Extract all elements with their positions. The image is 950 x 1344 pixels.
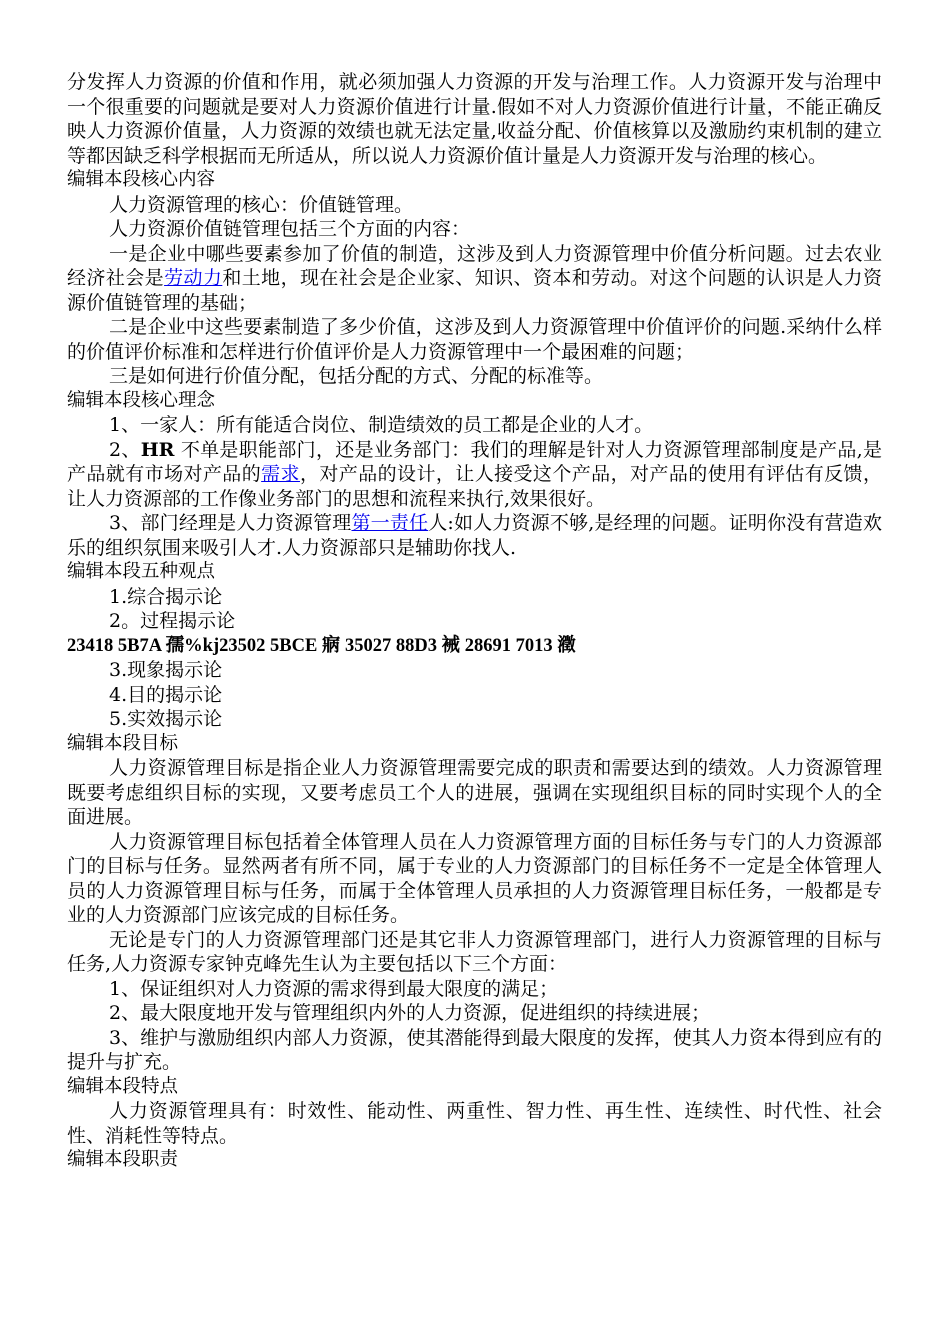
hr-term: HR xyxy=(140,438,175,461)
core-idea-item-1: 1、一家人：所有能适合岗位、制造绩效的员工都是企业的人才。 xyxy=(109,414,654,436)
goals-item-3: 3、维护与激励组织内部人力资源，使其潜能得到最大限度的发挥，使其人力资本得到应有的提升与扩充。 xyxy=(67,1026,882,1073)
five-views-item: 2。过程揭示论 xyxy=(109,610,236,632)
section-heading-goals: 编辑本段目标 xyxy=(67,732,179,754)
section-heading-duties: 编辑本段职责 xyxy=(67,1149,179,1170)
goals-item-1: 1、保证组织对人力资源的需求得到最大限度的满足； xyxy=(109,977,559,1000)
link-labor-force[interactable]: 劳动力 xyxy=(164,267,223,289)
goals-paragraph-2: 人力资源管理目标包括着全体管理人员在人力资源管理方面的目标任务与专门的人力资源部门的目标与任务。显然两者有所不同，属于专业的人力资源部门的目标任务不一定是全体管理人员的人力资源管理目标与任务，而属于全体管理人员承担的人力资源管理目标任务，一般都是专业的人力资源部门应该完成的目标任务。 xyxy=(67,830,882,926)
paragraph-text: 人:如人力资源不够,是经理的问题。证明你没有营造欢乐的组织氛围来吸引人才.人力资源部只是辅助你找人. xyxy=(67,512,882,559)
garbled-code-line: 23418 5B7A 孺%kj23502 5BCE 寎 35027 88D3 裓 28691 7013 瀓 xyxy=(67,635,576,656)
core-content-paragraph-5: 三是如何进行价值分配，包括分配的方式、分配的标准等。 xyxy=(109,365,604,387)
paragraph-text: 2、 xyxy=(109,438,141,461)
goals-item-2: 2、最大限度地开发与管理组织内外的人力资源，促进组织的持续进展； xyxy=(109,1002,711,1024)
five-views-item: 4.目的揭示论 xyxy=(109,683,223,706)
five-views-item: 1.综合揭示论 xyxy=(109,585,223,608)
features-paragraph: 人力资源管理具有：时效性、能动性、两重性、智力性、再生性、连续性、时代性、社会性、消耗性等特点。 xyxy=(67,1100,882,1147)
five-views-item: 3.现象揭示论 xyxy=(109,659,223,681)
section-heading-core-content: 编辑本段核心内容 xyxy=(67,169,216,190)
document-page xyxy=(67,70,882,1173)
core-content-paragraph-2: 人力资源价值链管理包括三个方面的内容： xyxy=(109,218,471,240)
section-heading-core-idea: 编辑本段核心理念 xyxy=(67,389,216,411)
paragraph-text: 和土地，现在社会是企业家、知识、资本和劳动。对这个问题的认识是人力资源价值链管理的基础； xyxy=(67,267,882,314)
paragraph-text: 3、部门经理是人力资源管理 xyxy=(109,512,352,534)
core-idea-item-2 xyxy=(67,438,882,512)
paragraph-text: ，对产品的设计，让人接受这个产品，对产品的使用有评估有反馈，让人力资源部的工作像业务部门的思想和流程来执行,效果很好。 xyxy=(67,463,882,510)
five-views-item: 5.实效揭示论 xyxy=(109,708,223,730)
paragraph-text: 不单是职能部门，还是业务部门：我们的理解是针对人力资源管理部制度是产品,是产品就有市场对产品的 xyxy=(67,438,882,485)
link-demand[interactable]: 需求 xyxy=(261,463,300,485)
link-first-responsibility[interactable]: 第一责任 xyxy=(351,512,429,534)
paragraph-text: 一是企业中哪些要素参加了价值的制造，这涉及到人力资源管理中价值分析问题。过去农业经济社会是 xyxy=(67,242,882,289)
core-content-paragraph-4: 二是企业中这些要素制造了多少价值，这涉及到人力资源管理中价值评价的问题.采纳什么样的价值评价标准和怎样进行价值评价是人力资源管理中一个最困难的问题； xyxy=(67,316,882,363)
core-idea-item-3 xyxy=(67,511,882,560)
goals-paragraph-3: 无论是专门的人力资源管理部门还是其它非人力资源管理部门，进行人力资源管理的目标与任务,人力资源专家钟克峰先生认为主要包括以下三个方面： xyxy=(67,928,882,975)
section-heading-features: 编辑本段特点 xyxy=(67,1075,179,1097)
intro-paragraph: 分发挥人力资源的价值和作用，就必须加强人力资源的开发与治理工作。人力资源开发与治理中一个很重要的问题就是要对人力资源价值进行计量.假如不对人力资源价值进行计量，不能正确反映人力资源价值量，人力资源的效绩也就无法定量,收益分配、价值核算以及激励约束机制的建立等都因缺乏科学根据而无所适从，所以说人力资源价值计量是人力资源开发与治理的核心。 xyxy=(67,71,882,167)
core-content-paragraph-1: 人力资源管理的核心：价值链管理。 xyxy=(109,193,414,216)
core-content-paragraph-3 xyxy=(67,242,882,316)
goals-paragraph-1: 人力资源管理目标是指企业人力资源管理需要完成的职责和需要达到的绩效。人力资源管理既要考虑组织目标的实现，又要考虑员工个人的进展，强调在实现组织目标的同时实现个人的全面进展。 xyxy=(67,757,882,828)
section-heading-five-views: 编辑本段五种观点 xyxy=(67,561,216,582)
